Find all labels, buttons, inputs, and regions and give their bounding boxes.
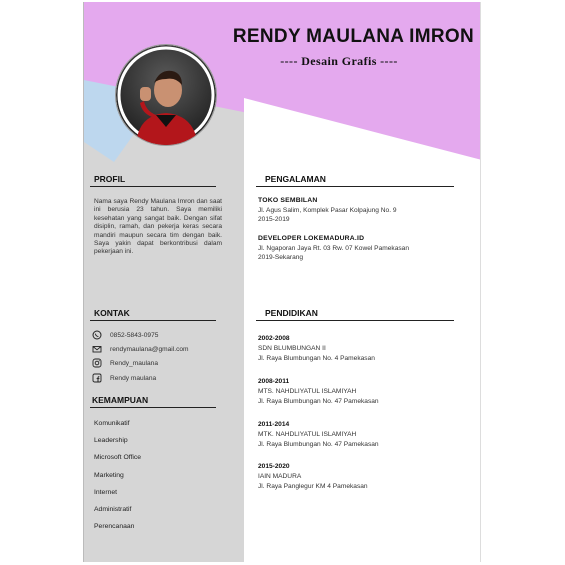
contact-phone-text: 0852-5843-0975 [110, 331, 159, 339]
profil-divider [90, 186, 216, 187]
skill-item: Internet [94, 489, 118, 496]
contact-email[interactable] [92, 343, 232, 355]
education-years: 2002-2008 [258, 335, 290, 342]
pendidikan-heading: PENDIDIKAN [265, 308, 318, 318]
contact-facebook[interactable] [92, 372, 232, 384]
education-school: IAIN MADURA [258, 473, 302, 480]
skill-item: Perencanaan [94, 523, 135, 530]
profile-photo [116, 45, 216, 145]
kontak-heading: KONTAK [94, 308, 130, 318]
education-years: 2008-2011 [258, 378, 290, 385]
skill-item: Komunikatif [94, 420, 130, 427]
job-title: ---- Desain Grafis ---- [280, 54, 398, 68]
resume-page [83, 2, 481, 562]
experience-company: TOKO SEMBILAN [258, 197, 318, 204]
education-years: 2011-2014 [258, 421, 290, 428]
white-diagonal-shape [244, 98, 481, 562]
contact-facebook-text: Rendy maulana [110, 374, 157, 382]
experience-period: 2019-Sekarang [258, 254, 304, 261]
instagram-icon [92, 358, 102, 368]
experience-address: Jl. Ngaporan Jaya Rt. 03 Rw. 07 Kowel Pamekasan [258, 245, 410, 252]
candidate-name: RENDY MAULANA IMRON [232, 26, 474, 47]
education-school: SDN BLUMBUNGAN II [258, 345, 326, 352]
contact-phone[interactable] [92, 329, 232, 341]
profil-heading: PROFIL [94, 174, 126, 184]
education-address: Jl. Raya Panglegur KM 4 Pamekasan [258, 483, 368, 490]
experience-period: 2015-2019 [258, 216, 290, 223]
facebook-icon [92, 373, 102, 383]
profil-text: Nama saya Rendy Maulana Imron dan saat ini berusia 23 tahun. Saya memiliki kesehatan yang sangat baik. Dengan sifat disiplin, ramah, dan pekerja keras secara mandiri maupun secara tim dengan baik. Saya yakin dapat berkontribusi dalam pekerjaan ini. [94, 198, 222, 256]
skill-item: Administratif [94, 506, 132, 513]
experience-address: Jl. Agus Salim, Komplek Pasar Kolpajung No. 9 [258, 207, 397, 214]
experience-company: DEVELOPER LOKEMADURA.ID [258, 235, 365, 242]
contact-email-text: rendymaulana@gmail.com [110, 345, 189, 353]
education-years: 2015-2020 [258, 463, 290, 470]
skill-item: Marketing [94, 472, 124, 479]
kontak-divider [90, 320, 216, 321]
contact-instagram-text: Rendy_maulana [110, 359, 159, 367]
pengalaman-divider [256, 186, 454, 187]
contact-instagram[interactable] [92, 357, 232, 369]
skill-item: Leadership [94, 437, 128, 444]
education-address: Jl. Raya Blumbungan No. 4 Pamekasan [258, 355, 375, 362]
education-school: MTK. NAHDLIYATUL ISLAMIYAH [258, 431, 357, 438]
education-address: Jl. Raya Blumbungan No. 47 Pamekasan [258, 441, 379, 448]
whatsapp-icon [92, 330, 102, 340]
education-address: Jl. Raya Blumbungan No. 47 Pamekasan [258, 398, 379, 405]
pengalaman-heading: PENGALAMAN [265, 174, 326, 184]
kemampuan-heading: KEMAMPUAN [92, 395, 149, 405]
pendidikan-divider [256, 320, 454, 321]
email-icon [92, 344, 102, 354]
kemampuan-divider [90, 407, 216, 408]
education-school: MTS. NAHDLIYATUL ISLAMIYAH [258, 388, 357, 395]
portrait-image [116, 45, 216, 145]
skill-item: Microsoft Office [94, 454, 142, 461]
